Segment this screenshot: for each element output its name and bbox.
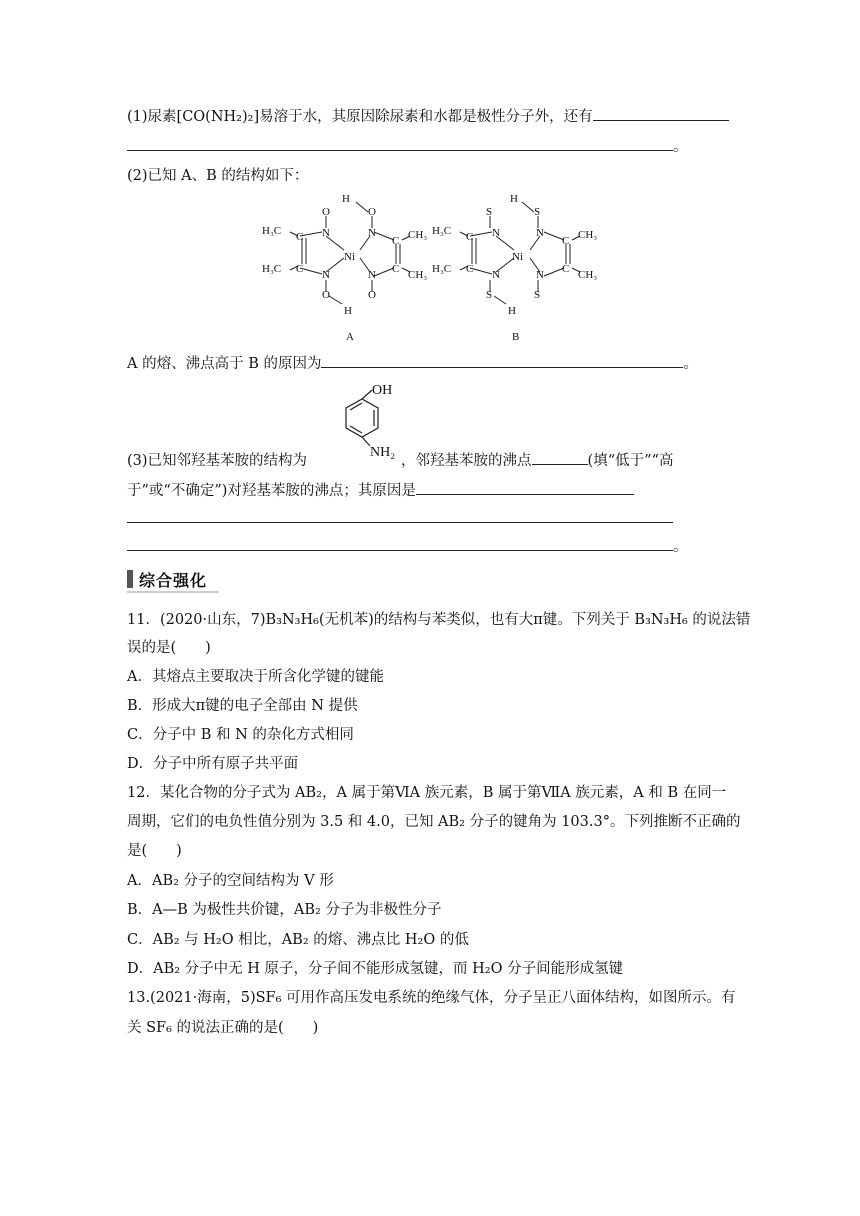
- q11-option-c: C．分子中 B 和 N 的杂化方式相同: [127, 727, 354, 743]
- structure-a-diagram: [262, 188, 432, 344]
- q1-line2: 。: [127, 136, 688, 157]
- q1-blank-2[interactable]: [127, 136, 673, 151]
- q3-line3: [127, 508, 673, 529]
- n-top-left: N: [322, 227, 330, 239]
- ch3-bot-b: CH₃: [578, 269, 598, 281]
- q1-text: (1)尿素[CO(NH₂)₂]易溶于水，其原因除尿素和水都是极性分子外，还有: [127, 109, 593, 125]
- h-bot-b: H: [508, 305, 516, 317]
- h3c-top-b: H₃C: [432, 225, 452, 237]
- q12-option-c: C．AB₂ 与 H₂O 相比，AB₂ 的熔、沸点比 H₂O 的低: [127, 932, 469, 948]
- s-top-right: S: [534, 206, 541, 218]
- q12-option-b: B．A—B 为极性共价键，AB₂ 分子为非极性分子: [127, 902, 442, 918]
- q1-line1: [127, 106, 729, 127]
- c-left-2-b: C: [466, 263, 474, 275]
- h3c-bot: H₃C: [262, 263, 282, 275]
- q11-option-a: A．其熔点主要取决于所含化学键的键能: [127, 669, 384, 685]
- structure-b-diagram: [432, 188, 602, 344]
- n-bot-left: N: [322, 269, 330, 281]
- s-bot-right: S: [534, 289, 541, 301]
- s-bot-left: S: [486, 289, 493, 301]
- h-top-b: H: [510, 193, 518, 205]
- q13-stem-1: 13.(2021·海南，5)SF₆ 可用作高压发电系统的绝缘气体，分子呈正八面体结构，如图所示。有: [127, 990, 736, 1006]
- label-b: B: [512, 331, 520, 343]
- q11-stem-2: 误的是( ): [127, 640, 211, 656]
- section-title: 综合强化: [139, 570, 208, 590]
- q12-option-a: A．AB₂ 分子的空间结构为 V 形: [127, 873, 334, 889]
- s-top-left: S: [486, 206, 493, 218]
- n-bot-right-b: N: [536, 269, 544, 281]
- c-right-2-b: C: [562, 263, 570, 275]
- o-top-right: O: [368, 206, 376, 218]
- n-bot-right: N: [368, 269, 376, 281]
- c-left-2: C: [296, 263, 304, 275]
- q3-blank-3[interactable]: [127, 508, 673, 523]
- c-right-2: C: [392, 263, 400, 275]
- q1-blank-1[interactable]: [593, 106, 729, 121]
- o-bot-right: O: [368, 289, 376, 301]
- q12-stem-2: 周期，它们的电负性值分别为 3.5 和 4.0，已知 AB₂ 分子的键角为 103.3°。下列推断不正确的: [127, 814, 741, 830]
- o-bot-left: O: [322, 289, 330, 301]
- section-rule: [127, 591, 219, 593]
- q3-blank-4[interactable]: [127, 536, 673, 551]
- ch3-top-b: CH₃: [578, 229, 598, 241]
- o-top-left: O: [322, 206, 330, 218]
- label-a: A: [346, 331, 354, 343]
- q12-stem-1: 12．某化合物的分子式为 AB₂，A 属于第ⅥA 族元素，B 属于第ⅦA 族元素，A 和 B 在同一: [127, 785, 727, 801]
- nh2-label: NH₂: [370, 445, 396, 460]
- section-header: [127, 568, 207, 590]
- ni-a: Ni: [344, 251, 355, 263]
- ni-b: Ni: [512, 251, 523, 263]
- ch3-bot: CH₃: [408, 269, 428, 281]
- q13-stem-2: 关 SF₆ 的说法正确的是( ): [127, 1020, 319, 1036]
- c-right-1: C: [392, 235, 400, 247]
- section-marker-icon: [127, 570, 133, 588]
- h-top: H: [342, 193, 350, 205]
- h3c-bot-b: H₃C: [432, 263, 452, 275]
- oh-label: OH: [372, 383, 393, 398]
- n-top-left-b: N: [492, 227, 500, 239]
- n-top-right: N: [368, 227, 376, 239]
- q2-question-line: A 的熔、沸点高于 B 的原因为 。: [127, 353, 698, 374]
- c-left-1-b: C: [466, 231, 474, 243]
- ch3-top: CH₃: [408, 229, 428, 241]
- q11-stem-1: 11．(2020·山东，7)B₃N₃H₆(无机苯)的结构与苯类似，也有大π键。下列关于 B₃N₃H₆ 的说法错: [127, 612, 751, 628]
- q3-blank-1[interactable]: [532, 450, 588, 465]
- c-right-1-b: C: [562, 235, 570, 247]
- q12-stem-3: 是( ): [127, 843, 182, 859]
- h3c-top: H₃C: [262, 225, 282, 237]
- q3-line4: 。: [127, 536, 688, 557]
- q3-blank-2[interactable]: [416, 480, 634, 495]
- h-bot: H: [344, 305, 352, 317]
- q11-option-d: D．分子中所有原子共平面: [127, 756, 299, 772]
- n-top-right-b: N: [536, 227, 544, 239]
- n-bot-left-b: N: [492, 269, 500, 281]
- q3-line1: (3)已知邻羟基苯胺的结构为 ，邻羟基苯胺的沸点 (填“低于”“高: [127, 450, 673, 471]
- q2-intro: (2)已知 A、B 的结构如下：: [127, 168, 309, 184]
- q3-line2: 于”或“不确定”)对羟基苯胺的沸点；其原因是: [127, 480, 634, 501]
- c-left-1: C: [296, 231, 304, 243]
- q11-option-b: B．形成大π键的电子全部由 N 提供: [127, 698, 358, 714]
- q12-option-d: D．AB₂ 分子中无 H 原子，分子间不能形成氢键，而 H₂O 分子间能形成氢键: [127, 961, 624, 977]
- q2-blank[interactable]: [321, 353, 683, 368]
